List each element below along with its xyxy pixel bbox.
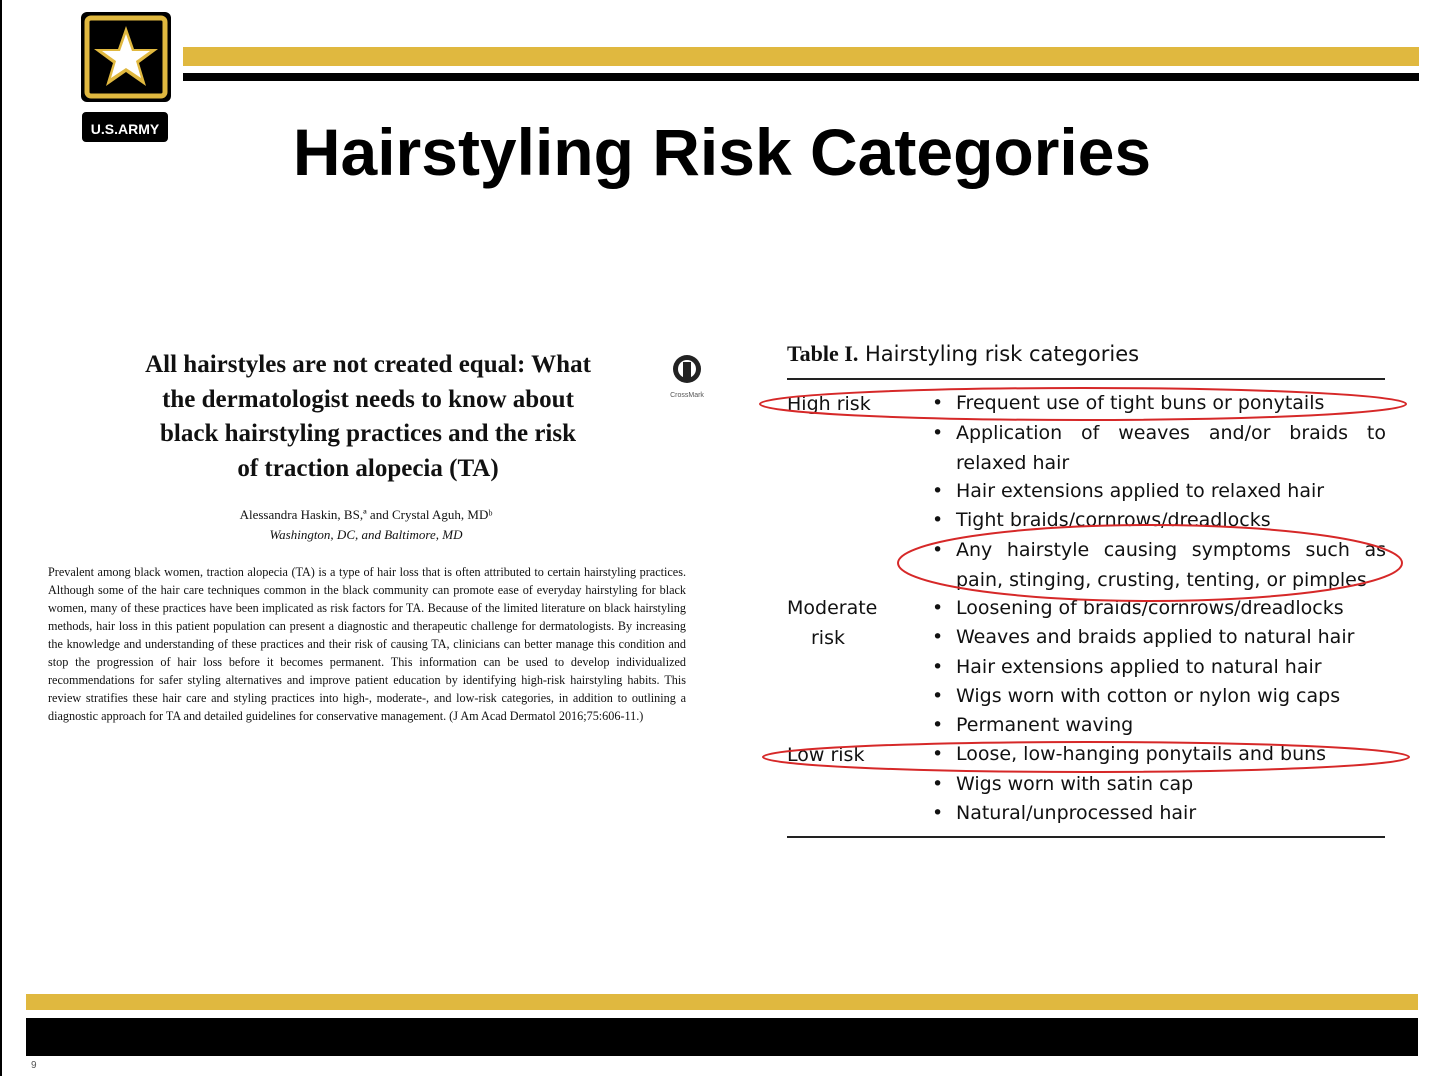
list-item-text: Wigs worn with cotton or nylon wig caps [956, 685, 1341, 707]
list-item-text: Tight braids/cornrows/dreadlocks [956, 509, 1271, 531]
list-item-text: Hair extensions applied to relaxed hair [956, 480, 1325, 502]
list-item-text: Frequent use of tight buns or ponytails [956, 392, 1325, 414]
table-bottom-rule [787, 836, 1385, 838]
bullet: • [932, 714, 944, 736]
paper-affiliation: Washington, DC, and Baltimore, MD [269, 527, 463, 542]
table-top-rule [787, 378, 1385, 380]
crossmark-icon [672, 353, 702, 387]
bullet: • [932, 539, 944, 561]
bullet: • [932, 509, 944, 531]
list-item-text: Weaves and braids applied to natural hair [956, 626, 1355, 648]
paper-title-line: the dermatologist needs to know about [162, 385, 574, 413]
paper-title-line: of traction alopecia (TA) [237, 454, 499, 482]
table-caption-text: Hairstyling risk categories [865, 342, 1140, 366]
bullet: • [932, 743, 944, 765]
footer-black-bar [26, 1018, 1418, 1056]
bullet: • [932, 685, 944, 707]
paper-title-line: All hairstyles are not created equal: What [145, 351, 591, 378]
header-gold-bar [183, 47, 1419, 66]
bullet: • [932, 802, 944, 824]
army-logo [81, 12, 171, 137]
bullet: • [932, 626, 944, 648]
bullet: • [932, 392, 944, 414]
bullet: • [932, 597, 944, 619]
category-label-moderate: Moderate [787, 597, 878, 619]
category-label-high: High risk [787, 393, 871, 415]
list-item-text: Loosening of braids/cornrows/dreadlocks [956, 597, 1344, 619]
crossmark [668, 353, 706, 399]
table-caption-label: Table I. [787, 341, 859, 366]
header-black-bar [183, 73, 1419, 81]
table-caption [787, 341, 1139, 367]
slide-title: Hairstyling Risk Categories [292, 115, 1152, 189]
list-item-text: Hair extensions applied to natural hair [956, 656, 1322, 678]
crossmark-label: CrossMark [670, 392, 704, 399]
slide-left-border [0, 0, 2, 1076]
bullet: • [932, 480, 944, 502]
list-item-text: Loose, low-hanging ponytails and buns [956, 743, 1327, 765]
list-item-text: Wigs worn with satin cap [956, 773, 1194, 795]
category-label-low: Low risk [787, 744, 865, 766]
footer-gold-bar [26, 994, 1418, 1010]
paper-abstract: Prevalent among black women, traction alopecia (TA) is a type of hair loss that is often attributed to certain hairstyling practices. Although some of the hair care techniques common in the black community can promote ease of everyday hairstyling for black women, many of these practices have been implicated as risk factors for TA. Because of the limited literature on black hairstyling methods, hair loss in this patient population can present a diagnostic and therapeutic challenge for dermatologists. By increasing the knowledge and understanding of these practices and their risk of causing TA, clinicians can better manage this condition and stop the progression of hair loss before it becomes permanent. This information can be used to develop individualized recommendations for safer styling alternatives and improve patient education by identifying high-risk hairstyling habits. This review stratifies these hair care and styling practices into high-, moderate-, and low-risk categories, in addition to outlining a diagnostic approach for TA and detailed guidelines for conservative management. (J Am Acad Dermatol 2016;75:606-11.) [48, 565, 686, 723]
bullet: • [932, 773, 944, 795]
list-item-text: Application of weaves and/or braids to relaxed hair [956, 422, 1386, 474]
category-label-moderate-line2: risk [811, 627, 845, 649]
list-item-text: Permanent waving [956, 714, 1134, 736]
paper-title [98, 348, 638, 486]
bullet: • [932, 656, 944, 678]
paper-title-line: black hairstyling practices and the risk [160, 420, 576, 447]
star-icon [81, 12, 171, 102]
logo-badge: U.S.ARMY [82, 112, 168, 142]
bullet: • [932, 422, 944, 444]
logo-star-box [81, 12, 171, 102]
paper-authors: Alessandra Haskin, BS,ª and Crystal Aguh, MDᵇ [239, 507, 493, 522]
list-item-text: Natural/unprocessed hair [956, 802, 1197, 824]
page-number: 9 [31, 1060, 37, 1071]
list-item-text: Any hairstyle causing symptoms such as pain, stinging, crusting, tenting, or pimples [956, 539, 1386, 591]
